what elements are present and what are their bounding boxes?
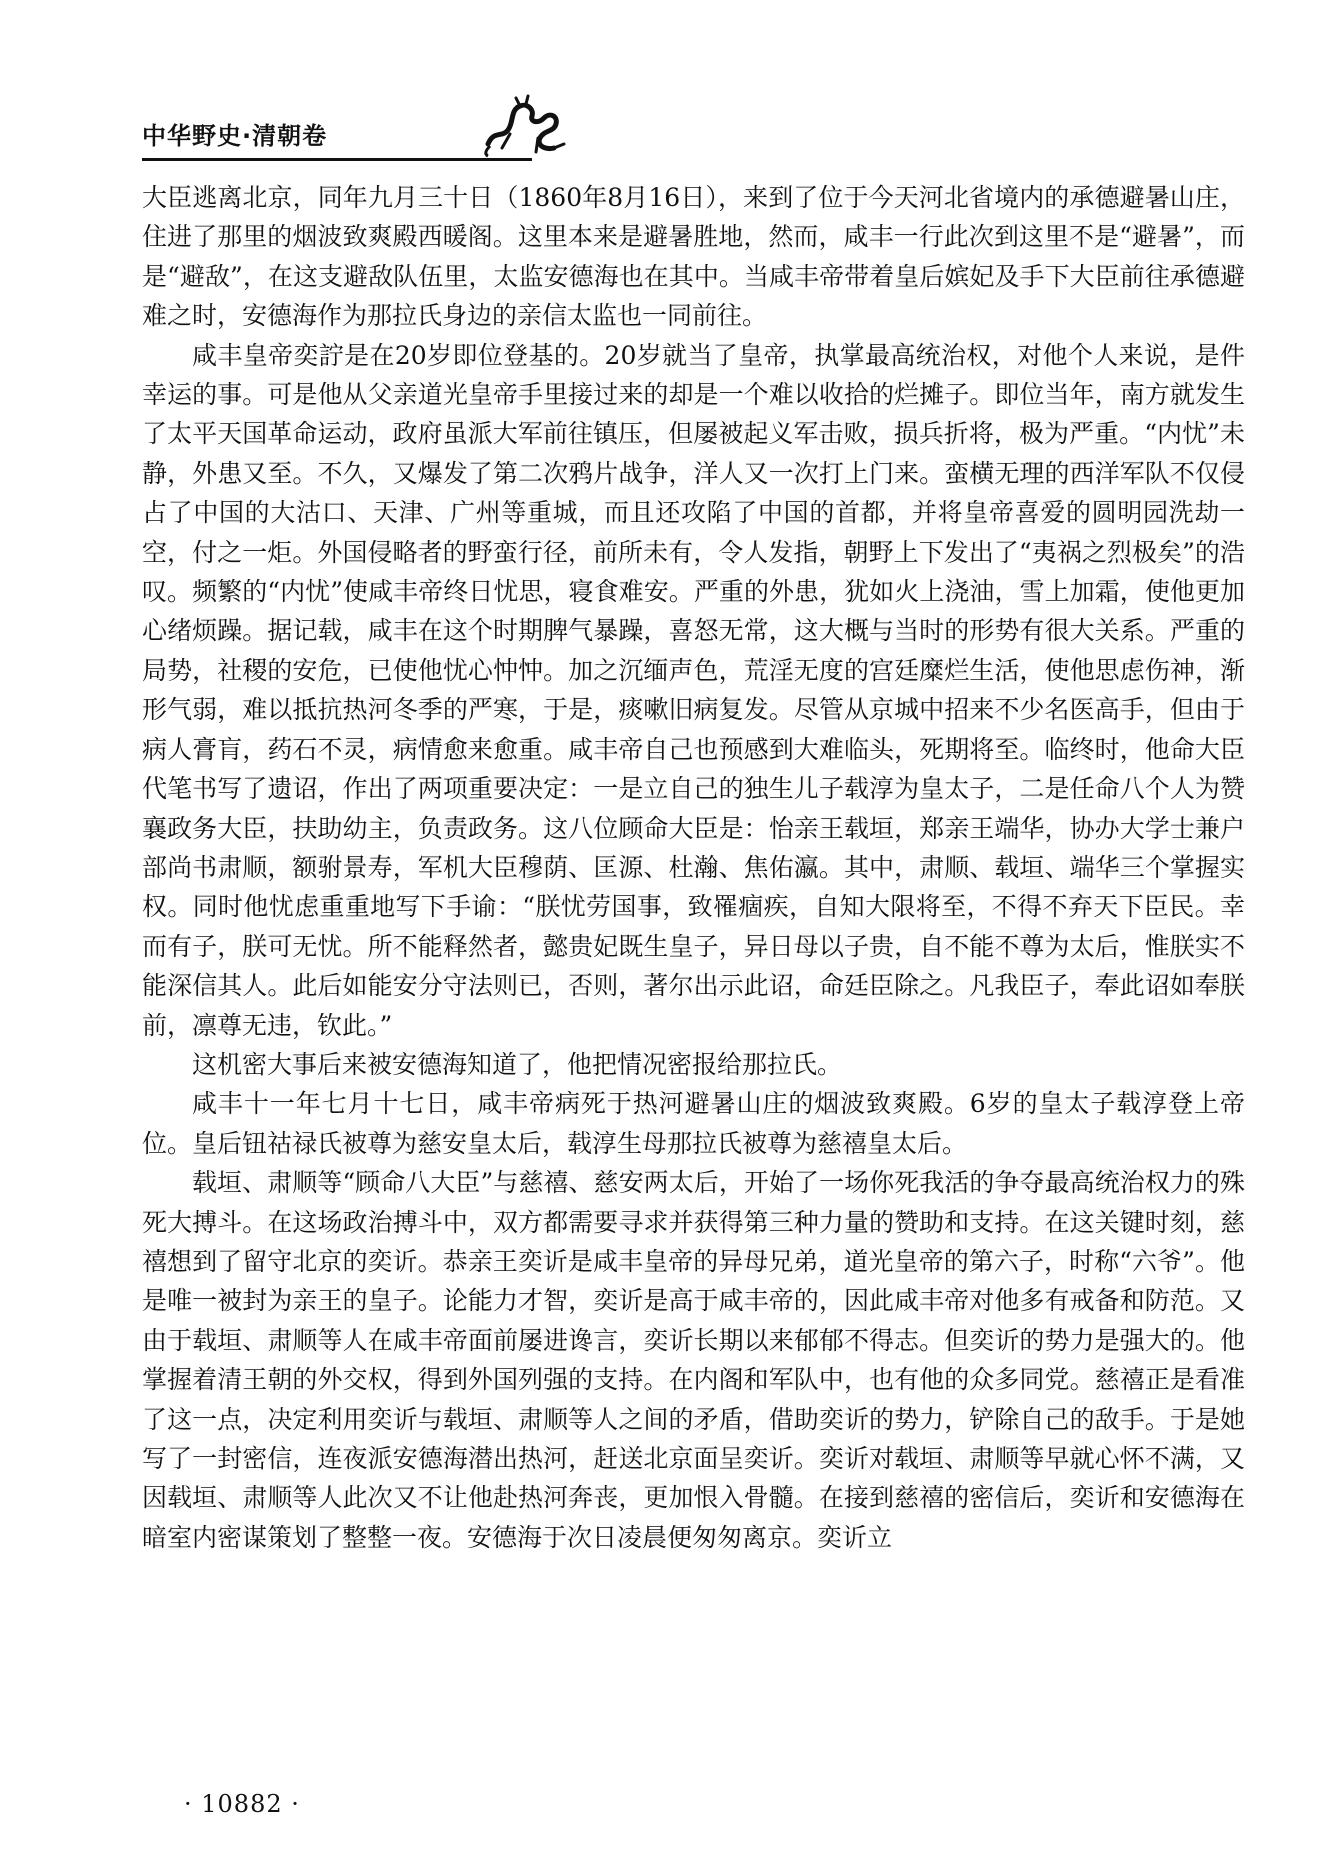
header-rule <box>142 158 532 161</box>
series-title: 中华野史·清朝卷 <box>142 122 328 150</box>
page-header <box>142 108 1242 168</box>
paragraph-2: 咸丰皇帝奕詝是在20岁即位登基的。20岁就当了皇帝，执掌最高统治权，对他个人来说，是件幸运的事。可是他从父亲道光皇帝手里接过来的却是一个难以收拾的烂摊子。即位当年，南方就发生了太平天国革命运动，政府虽派大军前往镇压，但屡被起义军击败，损兵折将，极为严重。“内忧”未静，外患又至。不久，又爆发了第二次鸦片战争，洋人又一次打上门来。蛮横无理的西洋军队不仅侵占了中国的大沽口、天津、广州等重城，而且还攻陷了中国的首都，并将皇帝喜爱的圆明园洗劫一空，付之一炬。外国侵略者的野蛮行径，前所未有，令人发指，朝野上下发出了“夷祸之烈极矣”的浩叹。频繁的“内忧”使咸丰帝终日忧思，寝食难安。严重的外患，犹如火上浇油，雪上加霜，使他更加心绪烦躁。据记载，咸丰在这个时期脾气暴躁，喜怒无常，这大概与当时的形势有很大关系。严重的局势，社稷的安危，已使他忧心忡忡。加之沉缅声色，荒淫无度的宫廷糜烂生活，使他思虑伤神，渐形气弱，难以抵抗热河冬季的严寒，于是，痰嗽旧病复发。尽管从京城中招来不少名医高手，但由于病人膏肓，药石不灵，病情愈来愈重。咸丰帝自己也预感到大难临头，死期将至。临终时，他命大臣代笔书写了遗诏，作出了两项重要决定：一是立自己的独生儿子载淳为皇太子，二是任命八个人为赞襄政务大臣，扶助幼主，负责政务。这八位顾命大臣是：怡亲王载垣，郑亲王端华，协办大学士兼户部尚书肃顺，额驸景寿，军机大臣穆荫、匡源、杜瀚、焦佑瀛。其中，肃顺、载垣、端华三个掌握实权。同时他忧虑重重地写下手谕：“朕忧劳国事，致罹痼疾，自知大限将至，不得不弃天下臣民。幸而有子，朕可无忧。所不能释然者，懿贵妃既生皇子，异日母以子贵，自不能不尊为太后，惟朕实不能深信其人。此后如能安分守法则已，否则，著尔出示此诏，命廷臣除之。凡我臣子，奉此诏如奉朕前，凛尊无违，钦此。” <box>142 340 1245 1040</box>
page-number: · 10882 · <box>184 1790 300 1818</box>
body-text <box>142 178 1245 1557</box>
paragraph-1: 大臣逃离北京，同年九月三十日（1860年8月16日），来到了位于今天河北省境内的承德避暑山庄，住进了那里的烟波致爽殿西暖阁。这里本来是避暑胜地，然而，咸丰一行此次到这里不是“避暑”，而是“避敌”，在这支避敌队伍里，太监安德海也在其中。当咸丰帝带着皇后嫔妃及手下大臣前往承德避难之时，安德海作为那拉氏身边的亲信太监也一同前往。 <box>142 183 1245 331</box>
dragon-icon <box>480 94 570 158</box>
paragraph-3: 这机密大事后来被安德海知道了，他把情况密报给那拉氏。 <box>192 1049 843 1079</box>
paragraph-4: 咸丰十一年七月十七日，咸丰帝病死于热河避暑山庄的烟波致爽殿。6岁的皇太子载淳登上帝位。皇后钮祜禄氏被尊为慈安皇太后，载淳生母那拉氏被尊为慈禧皇太后。 <box>142 1089 1245 1158</box>
paragraph-5: 载垣、肃顺等“顾命八大臣”与慈禧、慈安两太后，开始了一场你死我活的争夺最高统治权力的殊死大搏斗。在这场政治搏斗中，双方都需要寻求并获得第三种力量的赞助和支持。在这关键时刻，慈禧想到了留守北京的奕䜣。恭亲王奕䜣是咸丰皇帝的异母兄弟，道光皇帝的第六子，时称“六爷”。他是唯一被封为亲王的皇子。论能力才智，奕䜣是高于咸丰帝的，因此咸丰帝对他多有戒备和防范。又由于载垣、肃顺等人在咸丰帝面前屡进谗言，奕䜣长期以来郁郁不得志。但奕䜣的势力是强大的。他掌握着清王朝的外交权，得到外国列强的支持。在内阁和军队中，也有他的众多同党。慈禧正是看准了这一点，决定利用奕䜣与载垣、肃顺等人之间的矛盾，借助奕䜣的势力，铲除自己的敌手。于是她写了一封密信，连夜派安德海潜出热河，赶送北京面呈奕䜣。奕䜣对载垣、肃顺等早就心怀不满，又因载垣、肃顺等人此次又不让他赴热河奔丧，更加恨入骨髓。在接到慈禧的密信后，奕䜣和安德海在暗室内密谋策划了整整一夜。安德海于次日凌晨便匆匆离京。奕䜣立 <box>142 1168 1245 1552</box>
